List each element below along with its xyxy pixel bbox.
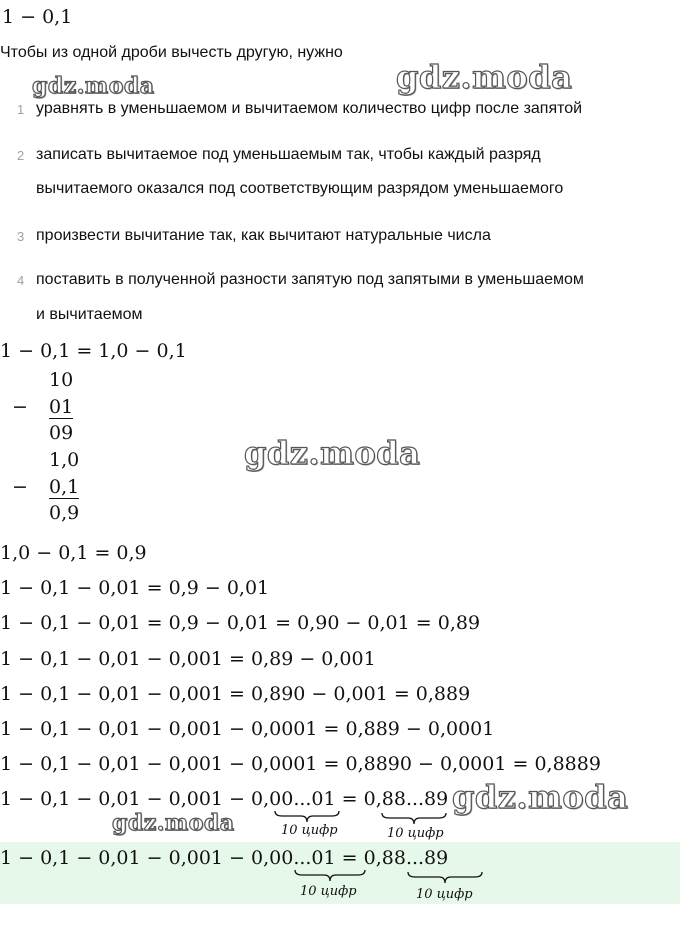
step-number: 1 xyxy=(17,102,25,117)
subtrahend: 01 xyxy=(49,396,74,418)
brace-label: 10 цифр xyxy=(300,884,357,899)
equation-line: 1 − 0,1 − 0,01 − 0,001 = 0,89 − 0,001 xyxy=(0,648,376,670)
equation-line: 1 − 0,1 − 0,01 = 0,9 − 0,01 = 0,90 − 0,01 = 0,89 xyxy=(0,612,481,634)
equation-line: 1 − 0,1 − 0,01 − 0,001 − 0,0001 = 0,889 − 0,0001 xyxy=(0,718,495,740)
step-text: уравнять в уменьшаемом и вычитаемом количество цифр после запятой xyxy=(36,100,583,117)
step-number: 2 xyxy=(17,148,25,163)
brace-label: 10 цифр xyxy=(387,826,444,841)
header-expression: 1 − 0,1 xyxy=(2,6,73,28)
step-number: 3 xyxy=(17,229,25,244)
equation-mid: = 0, xyxy=(335,847,382,869)
equation-line: 1 − 0,1 − 0,01 − 0,001 = 0,890 − 0,001 = 0,889 xyxy=(0,683,471,705)
minuend: 10 xyxy=(49,369,74,391)
brace-label: 10 цифр xyxy=(281,823,338,838)
watermark: gdz.moda xyxy=(244,434,421,472)
step-text: произвести вычитание так, как вычитают натуральные числа xyxy=(36,227,491,244)
underbrace-icon xyxy=(381,812,447,826)
step-text: и вычитаемом xyxy=(36,306,143,323)
watermark: gdz.moda xyxy=(112,810,235,836)
underbrace-icon xyxy=(274,810,340,824)
minus-sign: − xyxy=(12,396,28,418)
brace-group-zeros: 00...01 xyxy=(269,788,336,810)
watermark: gdz.moda xyxy=(396,58,573,96)
step-text: записать вычитаемое под уменьшаемым так, чтобы каждый разряд xyxy=(36,146,541,163)
equation-rewrite: 1 − 0,1 = 1,0 − 0,1 xyxy=(0,340,187,362)
minus-sign: − xyxy=(12,476,28,498)
equation-line: 1 − 0,1 − 0,01 − 0,001 − 0,0001 = 0,8890 − 0,0001 = 0,8889 xyxy=(0,753,601,775)
subtrahend: 0,1 xyxy=(49,476,80,498)
equation-line: 1 − 0,1 − 0,01 = 0,9 − 0,01 xyxy=(0,577,270,599)
equation-mid: = 0, xyxy=(335,788,382,810)
step-text: поставить в полученной разности запятую под запятыми в уменьшаемом xyxy=(36,271,584,288)
watermark: gdz.moda xyxy=(32,73,155,99)
brace-group-zeros: 00...01 xyxy=(269,847,336,869)
equation-prefix: 1 − 0,1 − 0,01 − 0,001 − 0, xyxy=(0,788,270,810)
underbrace-icon xyxy=(294,869,366,883)
underbrace-icon xyxy=(407,871,483,885)
watermark: gdz.moda xyxy=(452,778,629,816)
intro-text: Чтобы из одной дроби вычесть другую, нужно xyxy=(0,44,343,61)
equation-line: 1,0 − 0,1 = 0,9 xyxy=(0,542,147,564)
step-text: вычитаемого оказался под соответствующим разрядом уменьшаемого xyxy=(36,180,564,197)
equation-prefix: 1 − 0,1 − 0,01 − 0,001 − 0, xyxy=(0,847,270,869)
minuend: 1,0 xyxy=(49,449,80,471)
difference: 0,9 xyxy=(49,502,80,524)
brace-group-eights: 88...89 xyxy=(381,788,449,810)
brace-label: 10 цифр xyxy=(416,887,473,902)
brace-group-eights: 88...89 xyxy=(381,847,449,869)
step-number: 4 xyxy=(17,273,25,288)
difference: 09 xyxy=(49,422,74,444)
